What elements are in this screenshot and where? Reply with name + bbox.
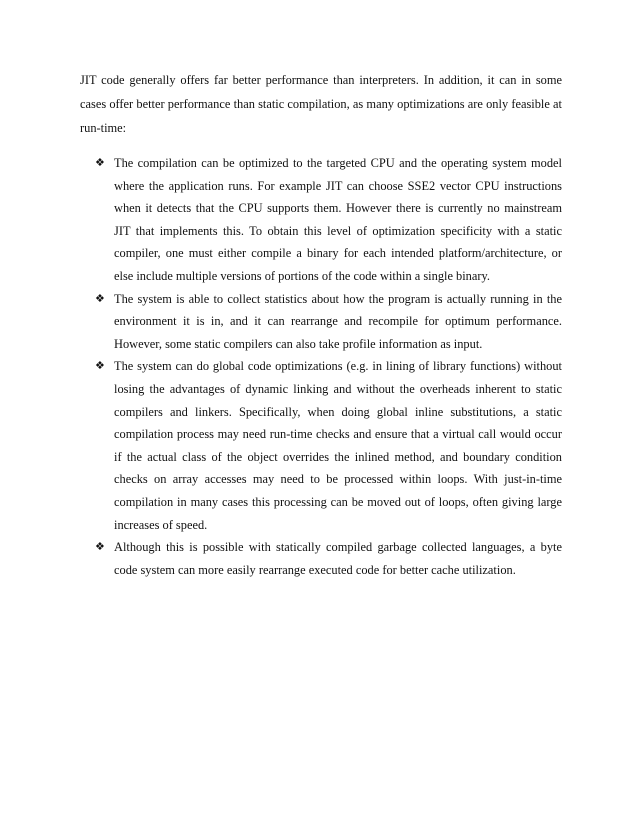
list-item-text: The system is able to collect statistics about how the program is actually running in the environment it is in, and it can rearrange and recompile for optimum performance. However, some static compilers can also take profile information as input. <box>114 291 562 351</box>
intro-paragraph: JIT code generally offers far better performance than interpreters. In addition, it can in some cases offer better performance than static compilation, as many optimizations are only feasible at run-time: <box>80 73 562 135</box>
list-item <box>94 536 562 581</box>
diamond-bullet-icon: ❖ <box>95 291 105 305</box>
list-item <box>94 152 562 288</box>
list-item-text: The system can do global code optimizations (e.g. in lining of library functions) without losing the advantages of dynamic linking and without the overheads inherent to static compilers and linkers. Specifically, when doing global inline substitutions, a static compilation process may need run-time checks and ensure that a virtual call would occur if the actual class of the object overrides the inlined method, and boundary condition checks on array accesses may need to be processed within loops. With just-in-time compilation in many cases this processing can be moved out of loops, often giving large increases of speed. <box>114 359 562 532</box>
advantages-list <box>94 152 562 581</box>
list-item-text: The compilation can be optimized to the targeted CPU and the operating system model where the application runs. For example JIT can choose SSE2 vector CPU instructions when it detects that the CPU supports them. However there is currently no mainstream JIT that implements this. To obtain this level of optimization specificity with a static compiler, one must either compile a binary for each intended platform/architecture, or else include multiple versions of portions of the code within a single binary. <box>114 156 562 283</box>
diamond-bullet-icon: ❖ <box>95 156 105 169</box>
list-item-text: Although this is possible with statically compiled garbage collected languages, a byte code system can more easily rearrange executed code for better cache utilization. <box>114 540 562 577</box>
diamond-bullet-icon: ❖ <box>95 359 105 373</box>
list-item <box>94 355 562 536</box>
list-item <box>94 288 562 356</box>
diamond-bullet-icon: ❖ <box>95 540 105 554</box>
